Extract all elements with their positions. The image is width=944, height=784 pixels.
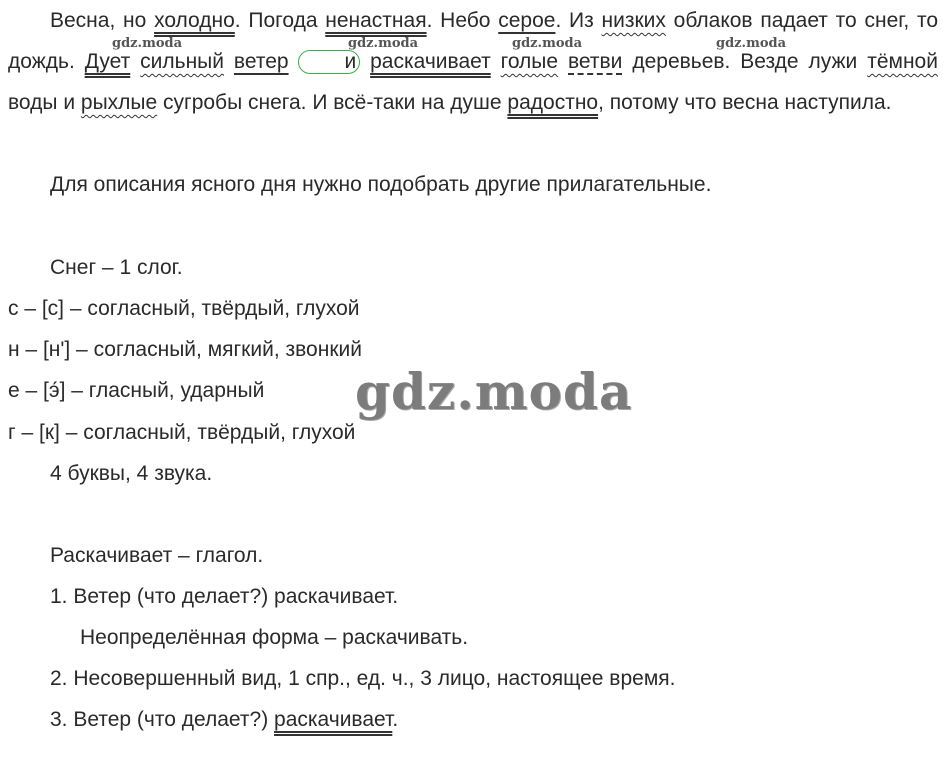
word-attribute: рыхлые	[80, 91, 158, 114]
text: Весна, но	[50, 9, 155, 32]
text-paragraph	[8, 0, 938, 123]
word-predicate: раскачивает	[370, 50, 491, 73]
text: воды и	[8, 91, 81, 114]
snow-row: н – [н'] – согласный, мягкий, звонкий	[8, 338, 362, 361]
watermark-large: gdz.moda	[355, 362, 633, 421]
text: . Погода	[234, 9, 326, 32]
word-predicate: холодно	[154, 9, 235, 32]
text: . Небо	[426, 9, 499, 32]
word-attribute: сильный	[140, 50, 225, 73]
watermark-small: gdz.moda	[112, 36, 183, 51]
watermark-small: gdz.moda	[512, 36, 583, 51]
watermark-small: gdz.moda	[348, 36, 419, 51]
word-attribute: тёмной	[867, 50, 938, 73]
word-attribute: голые	[500, 50, 559, 73]
text: , потому что весна наступила.	[598, 91, 892, 114]
verb-item-1-infinitive: Неопределённая форма – раскачивать.	[80, 626, 469, 649]
snow-summary: 4 буквы, 4 звука.	[50, 462, 213, 485]
word-predicate: раскачивает	[274, 708, 393, 731]
text: деревьев. Везде лужи	[622, 50, 868, 73]
text: облаков падает то снег, то дождь.	[8, 9, 938, 73]
watermark-small: gdz.moda	[716, 36, 787, 51]
word-predicate: радостно	[507, 91, 599, 114]
word-subject: ветер	[233, 50, 289, 73]
snow-heading: Снег – 1 слог.	[50, 256, 183, 279]
word-attribute: низких	[601, 9, 666, 32]
snow-row: г – [к] – согласный, твёрдый, глухой	[8, 421, 356, 444]
word-subject: серое	[498, 9, 556, 32]
word-conjunction-circled: и	[298, 50, 360, 74]
word-predicate: ненастная	[325, 9, 427, 32]
text: . Из	[555, 9, 602, 32]
paragraph-adjectives: Для описания ясного дня нужно подобрать другие прилагательные.	[50, 173, 712, 196]
verb-item-2: 2. Несовершенный вид, 1 спр., ед. ч., 3 лицо, настоящее время.	[50, 667, 676, 690]
snow-row: е – [э́] – гласный, ударный	[8, 379, 265, 402]
verb-item-3: 3. Ветер (что делает?) раскачивает.	[50, 708, 399, 731]
verb-item-1: 1. Ветер (что делает?) раскачивает.	[50, 585, 399, 608]
snow-row: с – [с] – согласный, твёрдый, глухой	[8, 297, 360, 320]
word-predicate: Дует	[84, 50, 131, 73]
text: сугробы снега. И всё-таки на душе	[157, 91, 508, 114]
verb-heading: Раскачивает – глагол.	[50, 544, 264, 567]
word-object: ветви	[568, 50, 623, 73]
